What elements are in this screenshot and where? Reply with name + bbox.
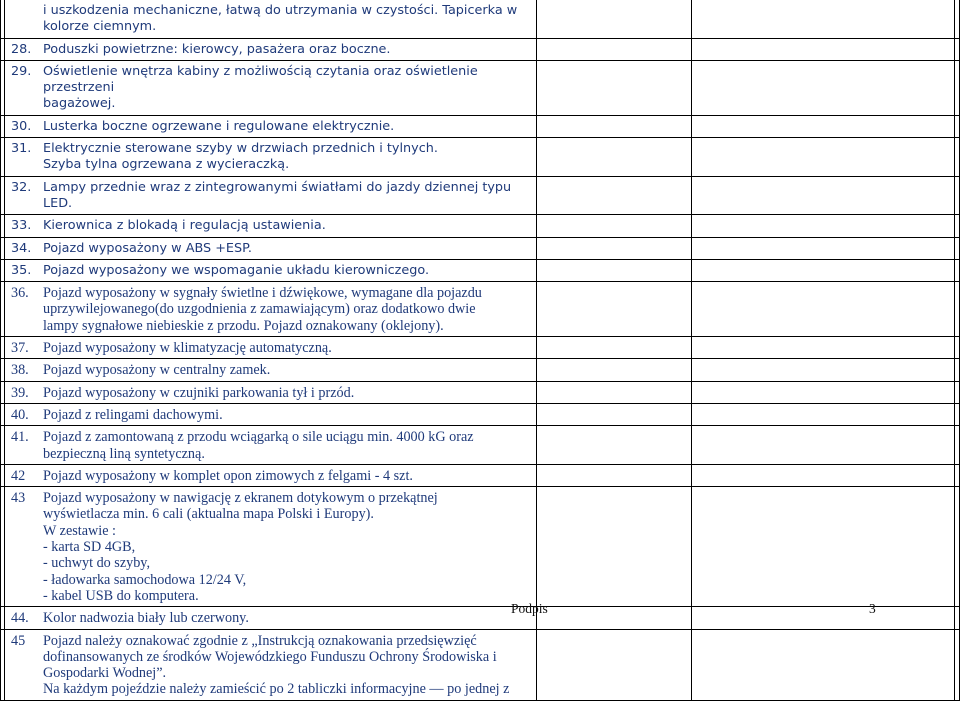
item-text-line: Pojazd wyposażony w centralny zamek.: [42, 362, 271, 379]
requirement-cell: [4, 38, 536, 60]
requirement-cell: [4, 426, 536, 465]
list-item: [11, 215, 532, 236]
edge-cell: [955, 403, 960, 425]
table-row: [1, 282, 960, 337]
item-text-line: Pojazd wyposażony w sygnały świetlne i dźwiękowe, wymagane dla pojazdu: [42, 285, 482, 302]
item-text-line: Kolor nadwozia biały lub czerwony.: [42, 610, 249, 627]
remarks-cell: [692, 337, 955, 359]
edge-cell: [955, 464, 960, 486]
item-text: [43, 340, 532, 356]
table-row: [1, 215, 960, 237]
item-number: 29.: [10, 63, 32, 79]
requirement-cell: [4, 359, 536, 381]
requirement-cell: [4, 629, 536, 700]
item-number: 38.: [10, 362, 29, 379]
offer-cell: [536, 176, 691, 215]
item-text-line: - kabel USB do komputera.: [42, 587, 199, 604]
list-item: [11, 282, 532, 336]
requirement-cell: [4, 337, 536, 359]
item-text-line: Lampy przednie wraz z zintegrowanymi światłami do jazdy dziennej typu LED.: [42, 179, 512, 211]
item-text-line: W zestawie :: [42, 522, 116, 539]
item-number: 40.: [10, 406, 29, 423]
item-text: [43, 385, 532, 401]
edge-cell: [955, 359, 960, 381]
table-row: [1, 176, 960, 215]
item-text-line: dofinansowanych ze środków Wojewódzkiego Funduszu Ochrony Środowiska i: [42, 648, 497, 665]
table-row: [1, 487, 960, 607]
item-text: [43, 263, 532, 279]
item-text: [43, 490, 532, 604]
table-row: [1, 60, 960, 115]
item-text-line: Pojazd wyposażony w ABS +ESP.: [42, 240, 252, 256]
requirement-cell: [4, 115, 536, 137]
edge-cell: [955, 487, 960, 607]
remarks-cell: [692, 176, 955, 215]
item-text-line: Elektrycznie sterowane szyby w drzwiach przednich i tylnych.: [42, 141, 438, 157]
item-text-line: Poduszki powietrzne: kierowcy, pasażera oraz boczne.: [42, 41, 391, 57]
remarks-cell: [692, 115, 955, 137]
edge-cell: [955, 282, 960, 337]
offer-cell: [536, 60, 691, 115]
item-number: 30.: [10, 118, 32, 134]
offer-cell: [536, 381, 691, 403]
item-text-line: Pojazd wyposażony w klimatyzację automatyczną.: [42, 340, 332, 357]
list-item: [11, 426, 532, 464]
table-row: [1, 464, 960, 486]
remarks-cell: [692, 403, 955, 425]
item-text-line: Lusterka boczne ogrzewane i regulowane elektrycznie.: [42, 118, 395, 134]
offer-cell: [536, 282, 691, 337]
item-number: 31.: [10, 141, 32, 157]
edge-cell: [955, 0, 960, 38]
item-text-line: - karta SD 4GB,: [42, 539, 136, 556]
table-row: [1, 138, 960, 177]
item-text: [43, 241, 532, 257]
edge-cell: [955, 629, 960, 700]
offer-cell: [536, 426, 691, 465]
remarks-cell: [692, 259, 955, 281]
list-item: [11, 337, 532, 358]
requirement-cell: [4, 282, 536, 337]
item-text-line: uprzywilejowanego(do uzgodnienia z zamawiającym) oraz dodatkowo dwie: [42, 301, 476, 318]
item-text-line: Pojazd z relingami dachowymi.: [42, 406, 223, 423]
table-row: [1, 359, 960, 381]
item-text-line: Pojazd z zamontowaną z przodu wciągarką o sile uciągu min. 4000 kG oraz: [42, 429, 474, 446]
remarks-cell: [692, 464, 955, 486]
item-text: [43, 64, 532, 113]
item-text: [43, 407, 532, 423]
item-text-line: Pojazd wyposażony w nawigację z ekranem dotykowym o przekątnej: [42, 490, 438, 507]
edge-cell: [955, 337, 960, 359]
remarks-cell: [692, 38, 955, 60]
item-number: 45: [10, 632, 26, 649]
list-item: [11, 465, 532, 486]
item-text: [43, 610, 532, 626]
offer-cell: [536, 337, 691, 359]
edge-cell: [955, 237, 960, 259]
table-row: [1, 629, 960, 700]
offer-cell: [536, 359, 691, 381]
item-text: [43, 429, 532, 462]
remarks-cell: [692, 60, 955, 115]
remarks-cell: [692, 381, 955, 403]
edge-cell: [955, 115, 960, 137]
item-number: 44.: [10, 610, 29, 627]
requirement-cell: [4, 138, 536, 177]
requirement-cell: [4, 237, 536, 259]
remarks-cell: [692, 359, 955, 381]
item-text-line: lampy sygnałowe niebieskie z przodu. Pojazd oznakowany (oklejony).: [42, 317, 444, 334]
table-row: [1, 403, 960, 425]
item-text: [43, 218, 532, 234]
item-text-line: Pojazd wyposażony w komplet opon zimowych z felgami - 4 szt.: [42, 467, 413, 484]
item-number: 36.: [10, 285, 29, 302]
item-text-line: Pojazd wyposażony we wspomaganie układu kierowniczego.: [42, 262, 430, 278]
edge-cell: [955, 215, 960, 237]
edge-cell: [955, 381, 960, 403]
item-number: 41.: [10, 429, 29, 446]
table-row: [1, 237, 960, 259]
list-item: [11, 359, 532, 380]
requirement-cell: [4, 487, 536, 607]
remarks-cell: [692, 426, 955, 465]
offer-cell: [536, 138, 691, 177]
signature-label: Podpis: [511, 601, 548, 616]
list-item: [11, 138, 532, 176]
list-item: [11, 61, 532, 115]
item-number: 43: [10, 490, 26, 507]
item-number: 35.: [10, 262, 32, 278]
list-item: [11, 116, 532, 137]
remarks-cell: [692, 629, 955, 700]
item-text-line: Na każdym pojeździe należy zamieścić po 2 tabliczki informacyjne — po jednej z: [42, 681, 510, 698]
item-text-line: - uchwyt do szyby,: [42, 555, 151, 572]
list-item: [11, 404, 532, 425]
table-row: [1, 259, 960, 281]
offer-cell: [536, 464, 691, 486]
item-text-line: Gospodarki Wodnej”.: [42, 665, 167, 682]
edge-cell: [955, 176, 960, 215]
item-number: 37.: [10, 340, 29, 357]
item-number: 42: [10, 467, 26, 484]
list-item: [11, 0, 532, 38]
table-row: [1, 381, 960, 403]
offer-cell: [536, 403, 691, 425]
requirement-cell: [4, 403, 536, 425]
item-text-line: i uszkodzenia mechaniczne, łatwą do utrzymania w czystości. Tapicerka w: [42, 3, 518, 18]
table-row: [1, 38, 960, 60]
remarks-cell: [692, 0, 955, 38]
requirement-cell: [4, 464, 536, 486]
requirement-cell: [4, 215, 536, 237]
remarks-cell: [692, 138, 955, 177]
remarks-cell: [692, 237, 955, 259]
list-item: [11, 39, 532, 60]
list-item: [11, 177, 532, 215]
edge-cell: [955, 138, 960, 177]
page-number: 3: [869, 601, 876, 616]
offer-cell: [536, 215, 691, 237]
item-text: [43, 468, 532, 484]
offer-cell: [536, 115, 691, 137]
item-text-line: Pojazd wyposażony w czujniki parkowania tył i przód.: [42, 384, 355, 401]
item-text: [43, 180, 532, 213]
item-text-line: Kierownica z blokadą i regulacją ustawienia.: [42, 218, 326, 234]
table-row: [1, 337, 960, 359]
list-item: [11, 487, 532, 606]
item-number: 33.: [10, 218, 32, 234]
item-text: [43, 285, 532, 334]
item-text: [43, 362, 532, 378]
item-number: 34.: [10, 240, 32, 256]
table-row: [1, 0, 960, 38]
remarks-cell: [692, 487, 955, 607]
remarks-cell: [692, 215, 955, 237]
requirement-cell: [4, 60, 536, 115]
edge-cell: [955, 60, 960, 115]
item-number: [11, 3, 43, 36]
item-text-line: bezpieczną liną syntetyczną.: [42, 445, 205, 462]
offer-cell: [536, 259, 691, 281]
item-text-line: - ładowarka samochodowa 12/24 V,: [42, 571, 247, 588]
table-row: [1, 426, 960, 465]
item-text-line: kolorze ciemnym.: [42, 19, 157, 35]
specification-rows: [1, 0, 960, 700]
item-text-line: bagażowej.: [42, 96, 116, 112]
requirement-cell: [4, 381, 536, 403]
list-item: [11, 630, 532, 700]
list-item: [11, 260, 532, 281]
edge-cell: [955, 426, 960, 465]
item-text: [43, 141, 532, 174]
requirement-cell: [4, 0, 536, 38]
requirement-cell: [4, 259, 536, 281]
item-text-line: Oświetlenie wnętrza kabiny z możliwością czytania oraz oświetlenie przestrzeni: [42, 63, 478, 96]
edge-cell: [955, 38, 960, 60]
item-number: 28.: [10, 41, 32, 57]
item-text-line: Szyba tylna ogrzewana z wycieraczką.: [42, 157, 290, 173]
list-item: [11, 382, 532, 403]
offer-cell: [536, 237, 691, 259]
item-text: [43, 119, 532, 135]
offer-cell: [536, 0, 691, 38]
remarks-cell: [692, 282, 955, 337]
list-item: [11, 238, 532, 259]
item-text: [43, 633, 532, 698]
offer-cell: [536, 487, 691, 607]
item-text-line: wyświetlacza min. 6 cali (aktualna mapa Polski i Europy).: [42, 506, 374, 523]
item-number: 32.: [10, 179, 32, 195]
requirement-cell: [4, 176, 536, 215]
item-number: 39.: [10, 384, 29, 401]
offer-cell: [536, 38, 691, 60]
edge-cell: [955, 259, 960, 281]
item-text: [43, 3, 532, 36]
table-row: [1, 115, 960, 137]
item-text-line: Pojazd należy oznakować zgodnie z „Instrukcją oznakowania przedsięwzięć: [42, 632, 477, 649]
item-text: [43, 42, 532, 58]
offer-cell: [536, 629, 691, 700]
